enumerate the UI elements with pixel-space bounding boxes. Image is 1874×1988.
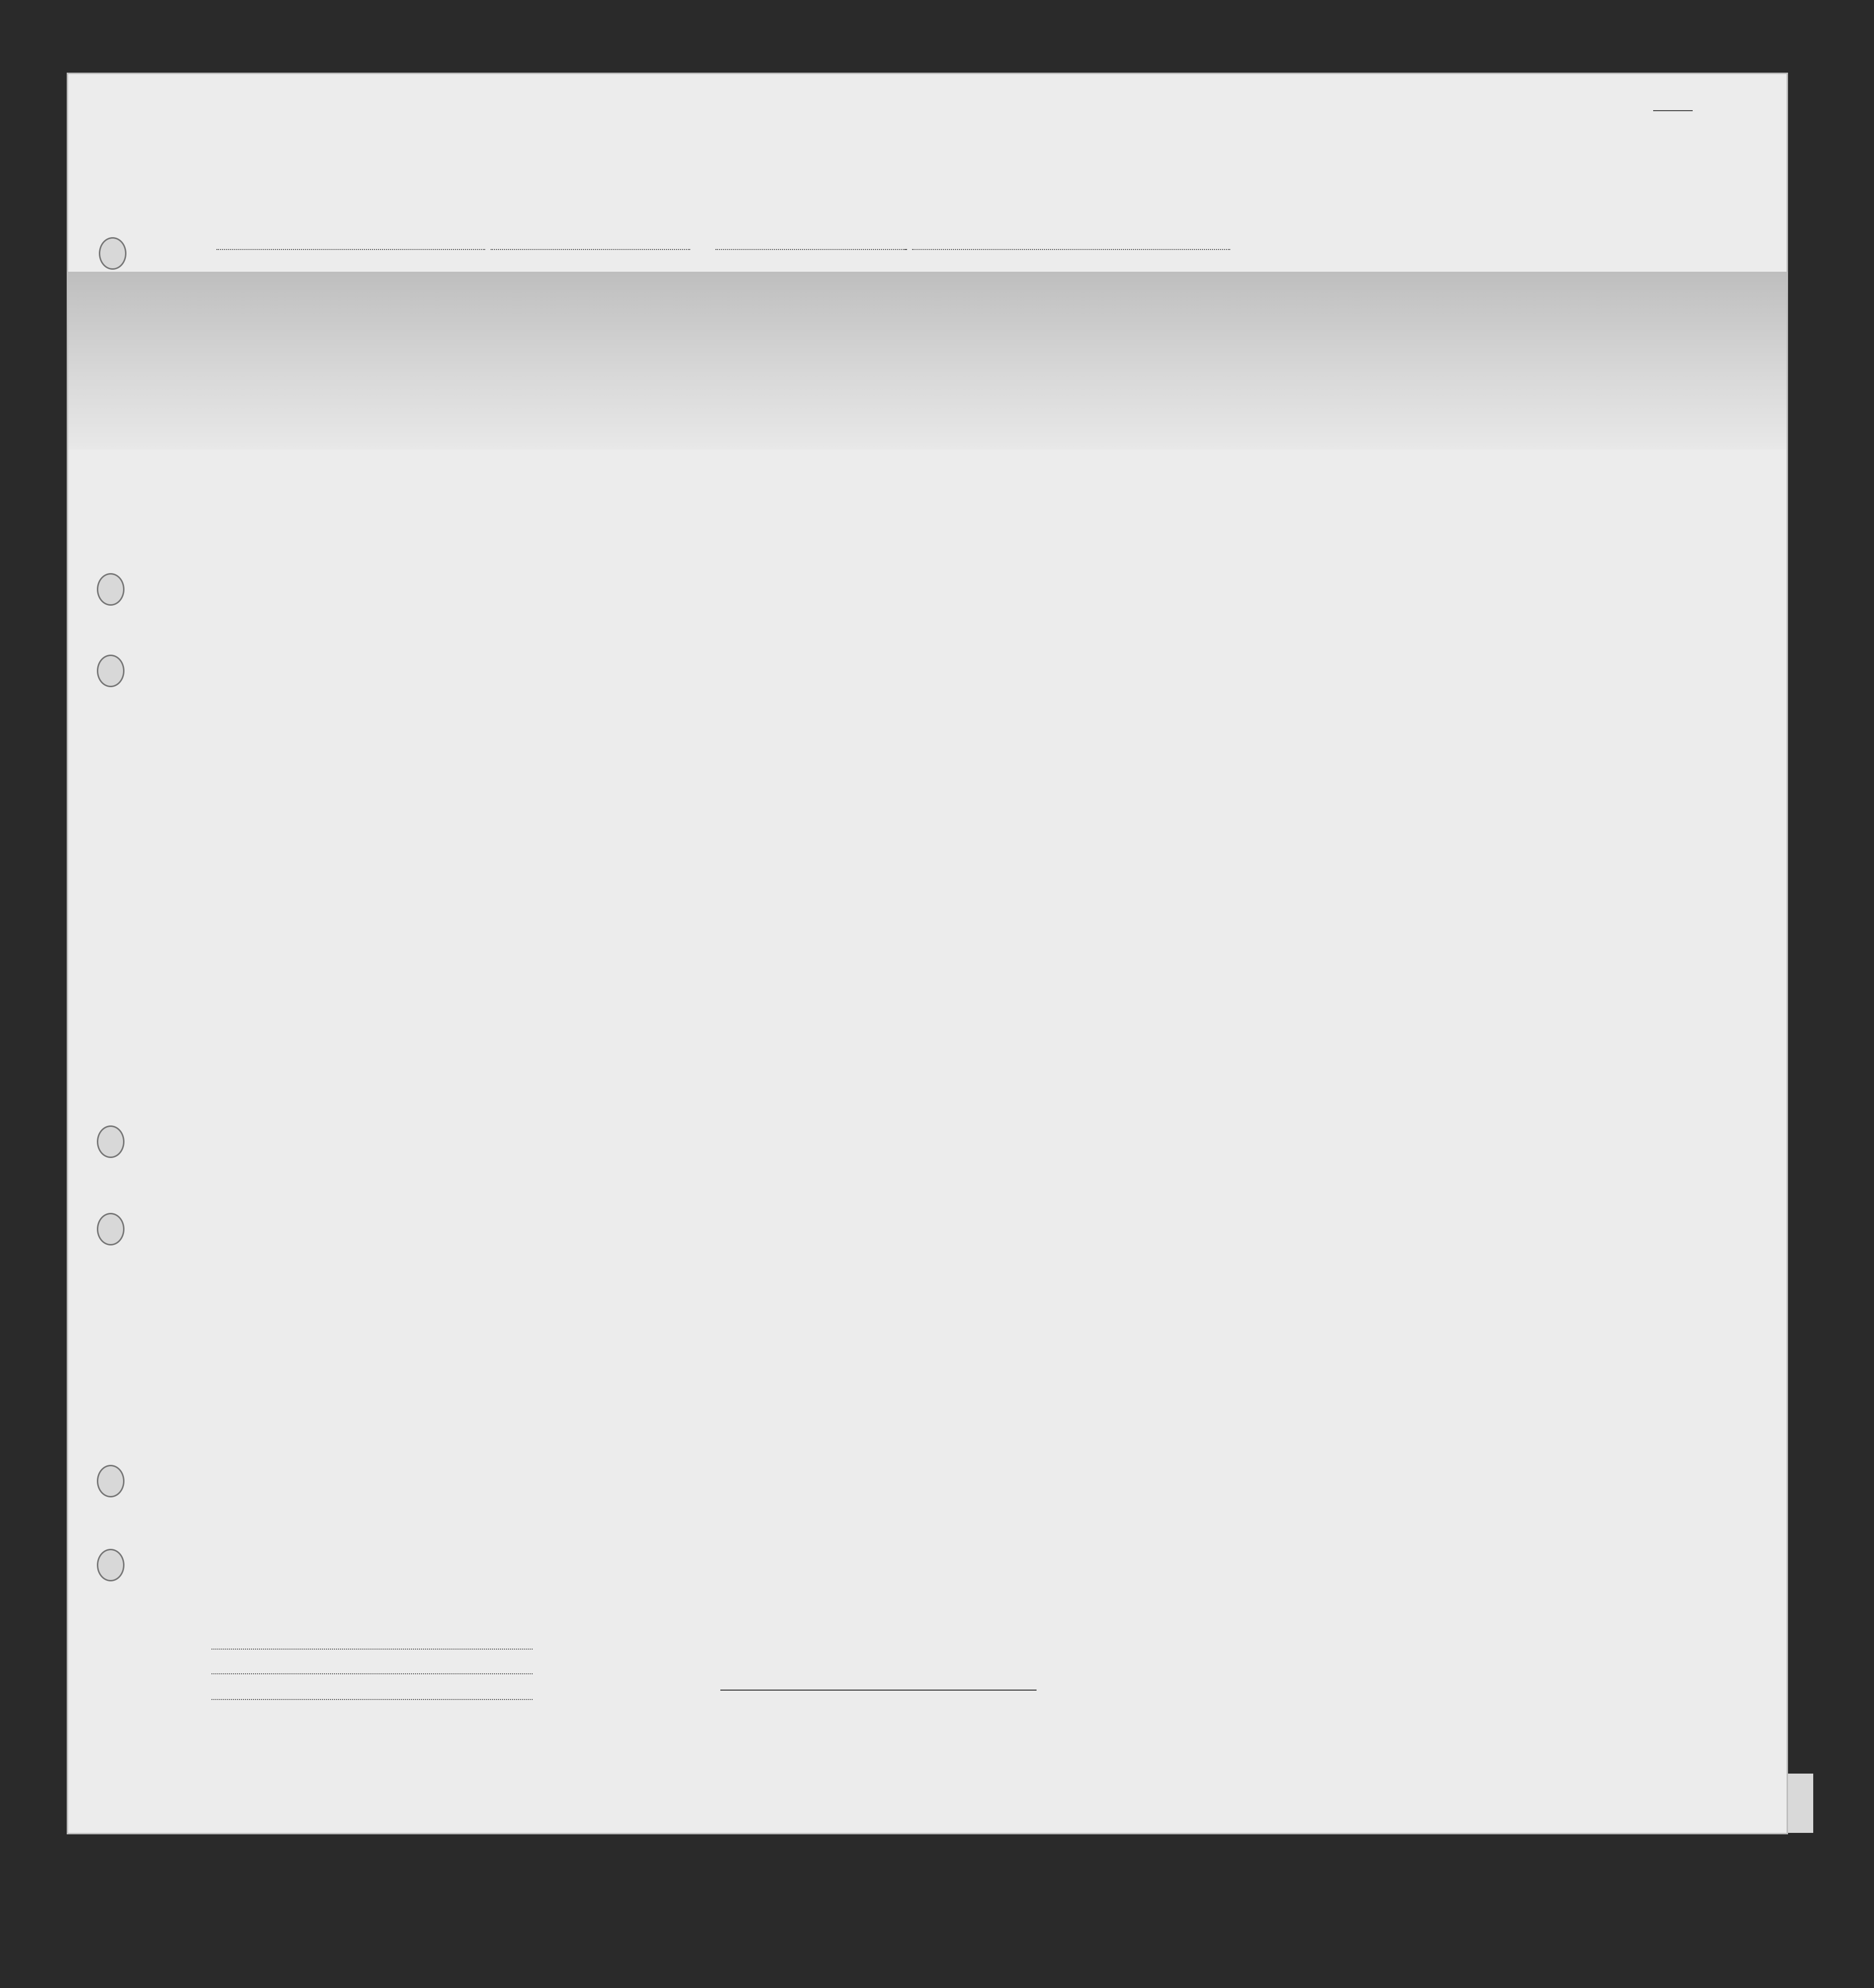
punch-hole bbox=[97, 1549, 125, 1581]
line-value bbox=[211, 1649, 533, 1650]
arrival-date bbox=[715, 249, 905, 250]
punch-hole bbox=[97, 573, 125, 606]
punch-hole bbox=[97, 1125, 125, 1158]
footer-line bbox=[147, 1640, 533, 1653]
manifest-sheet bbox=[68, 74, 1787, 1833]
table-header-band bbox=[68, 272, 1787, 450]
punch-hole bbox=[99, 237, 126, 270]
footer-owners bbox=[147, 1665, 533, 1677]
vessel-name bbox=[216, 249, 485, 250]
owners-value bbox=[211, 1673, 533, 1674]
arrival-year bbox=[905, 249, 907, 250]
departure-port bbox=[912, 249, 1230, 250]
arriving-port bbox=[491, 249, 690, 250]
punch-hole bbox=[97, 655, 125, 687]
punch-hole bbox=[97, 1465, 125, 1497]
vessel-line bbox=[216, 235, 1230, 254]
inspector-signature-line bbox=[720, 1690, 1037, 1691]
sheet-number-value bbox=[1653, 94, 1693, 111]
footer-agents bbox=[147, 1691, 533, 1703]
agents-value bbox=[211, 1699, 533, 1700]
sheet-number bbox=[1638, 94, 1693, 110]
punch-hole bbox=[97, 1213, 125, 1245]
